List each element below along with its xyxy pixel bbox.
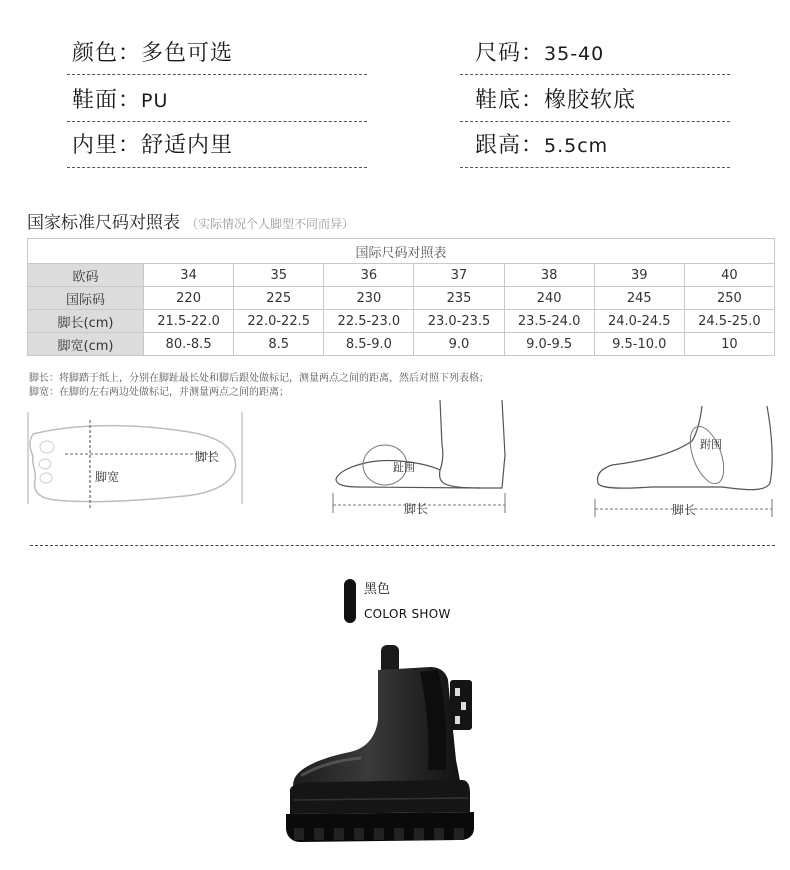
size-cell: 9.0-9.5 bbox=[504, 333, 594, 356]
spec-heel-value: 5.5cm bbox=[544, 135, 609, 157]
size-cell: 39 bbox=[594, 264, 684, 287]
size-cell: 245 bbox=[594, 287, 684, 310]
size-cell: 240 bbox=[504, 287, 594, 310]
size-cell: 8.5 bbox=[234, 333, 324, 356]
black-boot-icon bbox=[280, 640, 480, 855]
size-table-row bbox=[28, 333, 775, 356]
size-cell: 21.5-22.0 bbox=[144, 310, 234, 333]
size-cell: 80.-8.5 bbox=[144, 333, 234, 356]
size-cell: 230 bbox=[324, 287, 414, 310]
color-name: 黑色 bbox=[364, 582, 391, 597]
foot-length-label: 脚长 bbox=[195, 450, 220, 464]
spec-divider bbox=[460, 121, 730, 122]
size-cell: 10 bbox=[684, 333, 774, 356]
size-cell: 9.5-10.0 bbox=[594, 333, 684, 356]
spec-heel-label: 跟高： bbox=[475, 133, 545, 158]
size-table-caption-row bbox=[28, 239, 775, 264]
size-cell: 8.5-9.0 bbox=[324, 333, 414, 356]
size-cell: 23.0-23.5 bbox=[414, 310, 504, 333]
spec-upper-value: PU bbox=[141, 90, 169, 112]
size-cell: 40 bbox=[684, 264, 774, 287]
size-cell: 24.5-25.0 bbox=[684, 310, 774, 333]
spec-color bbox=[72, 36, 233, 67]
spec-lining-value: 舒适内里 bbox=[141, 133, 234, 158]
size-cell: 23.5-24.0 bbox=[504, 310, 594, 333]
size-row-header: 脚长(cm) bbox=[28, 310, 144, 333]
spec-upper-label: 鞋面： bbox=[72, 88, 142, 113]
spec-divider bbox=[67, 167, 367, 168]
size-table-caption: 国际尺码对照表 bbox=[28, 239, 775, 264]
spec-divider bbox=[460, 74, 730, 75]
size-cell: 9.0 bbox=[414, 333, 504, 356]
instruction-width: 脚宽：在脚的左右两边处做标记，并测量两点之间的距离； bbox=[29, 387, 289, 398]
size-chart-title-text: 国家标准尺码对照表 bbox=[27, 213, 180, 233]
spec-divider bbox=[67, 74, 367, 75]
size-cell: 35 bbox=[234, 264, 324, 287]
size-table bbox=[27, 238, 775, 356]
size-cell: 225 bbox=[234, 287, 324, 310]
size-row-header: 国际码 bbox=[28, 287, 144, 310]
size-cell: 36 bbox=[324, 264, 414, 287]
instep-girth-figure bbox=[592, 403, 777, 521]
size-row-header: 欧码 bbox=[28, 264, 144, 287]
size-cell: 38 bbox=[504, 264, 594, 287]
size-cell: 235 bbox=[414, 287, 504, 310]
spec-divider bbox=[460, 167, 730, 168]
size-table-row bbox=[28, 310, 775, 333]
foot-width-label: 脚宽 bbox=[95, 470, 120, 484]
spec-upper bbox=[72, 83, 168, 114]
spec-sole-value: 橡胶软底 bbox=[544, 88, 637, 113]
toe-girth-figure bbox=[330, 395, 510, 520]
section-divider bbox=[30, 545, 775, 546]
size-row-header: 脚宽(cm) bbox=[28, 333, 144, 356]
size-chart-note: （实际情况个人脚型不同而异） bbox=[186, 217, 355, 231]
spec-sole-label: 鞋底： bbox=[475, 88, 545, 113]
size-cell: 220 bbox=[144, 287, 234, 310]
color-show-caption: COLOR SHOW bbox=[364, 607, 451, 621]
boot-image bbox=[280, 640, 480, 855]
foot-length-label: 脚长 bbox=[404, 502, 429, 516]
footprint-figure bbox=[25, 412, 250, 522]
foot-length-label: 脚长 bbox=[672, 503, 697, 517]
size-table-row bbox=[28, 264, 775, 287]
color-swatch bbox=[344, 579, 356, 623]
spec-color-value: 多色可选 bbox=[141, 41, 234, 66]
spec-lining-label: 内里： bbox=[72, 133, 142, 158]
spec-size-value: 35-40 bbox=[544, 43, 605, 65]
spec-size bbox=[475, 36, 604, 67]
spec-heel bbox=[475, 128, 608, 159]
size-cell: 22.5-23.0 bbox=[324, 310, 414, 333]
instep-girth-label: 跗围 bbox=[700, 438, 722, 451]
size-cell: 34 bbox=[144, 264, 234, 287]
size-cell: 37 bbox=[414, 264, 504, 287]
size-cell: 24.0-24.5 bbox=[594, 310, 684, 333]
instruction-length: 脚长：将脚踏于纸上，分别在脚趾最长处和脚后跟处做标记，测量两点之间的距离，然后对照下列表格； bbox=[29, 373, 489, 384]
spec-size-label: 尺码： bbox=[475, 41, 545, 66]
size-chart-title bbox=[27, 208, 354, 233]
spec-divider bbox=[67, 121, 367, 122]
toe-girth-label: 趾围 bbox=[393, 461, 415, 474]
footprint-icon bbox=[25, 412, 250, 522]
size-cell: 22.0-22.5 bbox=[234, 310, 324, 333]
spec-lining bbox=[72, 128, 233, 159]
size-cell: 250 bbox=[684, 287, 774, 310]
spec-color-label: 颜色： bbox=[72, 41, 142, 66]
spec-sole bbox=[475, 83, 636, 114]
size-table-row bbox=[28, 287, 775, 310]
